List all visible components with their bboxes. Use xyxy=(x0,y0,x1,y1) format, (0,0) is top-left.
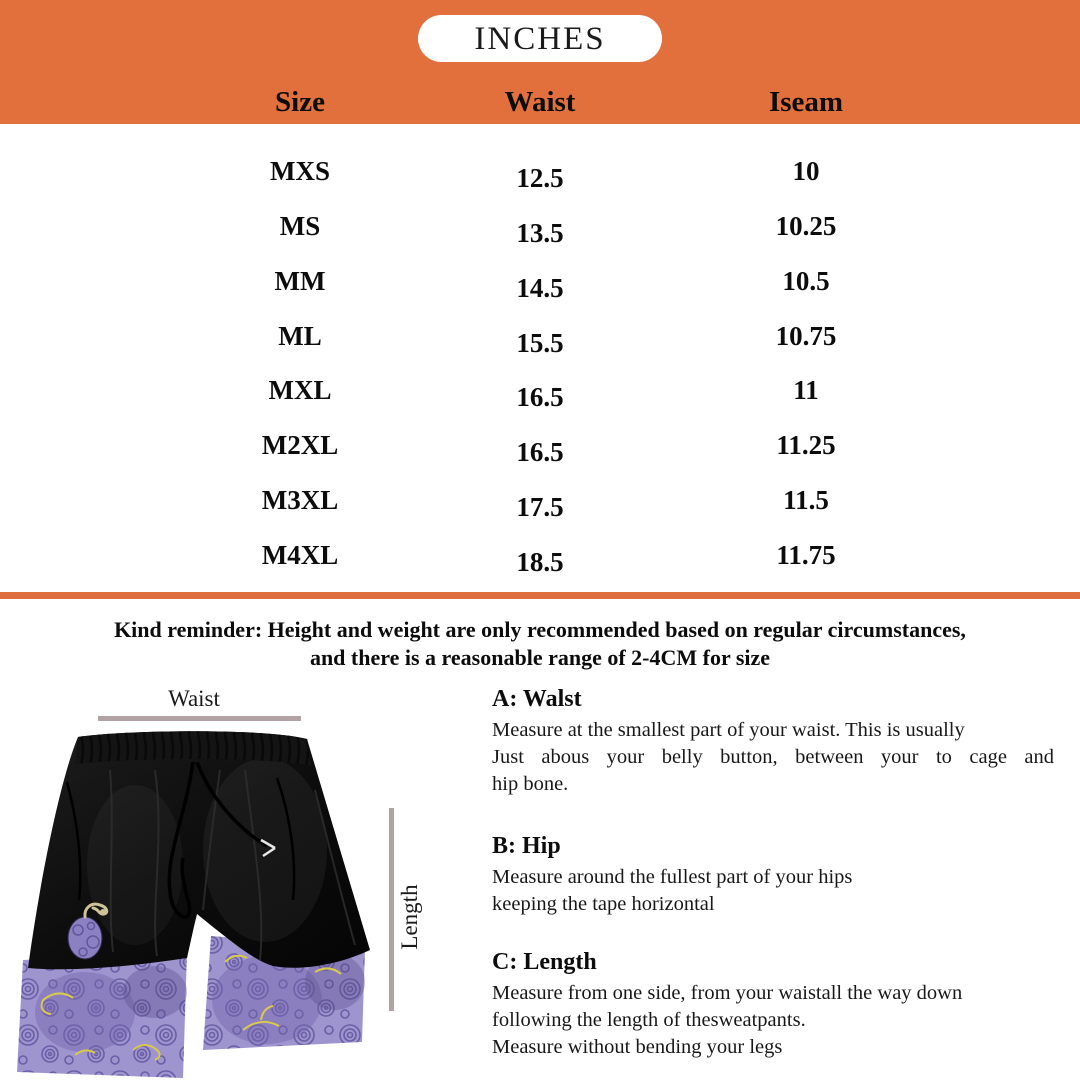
shorts-product-image xyxy=(15,700,380,1080)
table-cell-inseam: 10.5 xyxy=(782,266,830,296)
guide-text-line: keeping the tape horizontal xyxy=(492,893,715,915)
table-cell-waist: 16.5 xyxy=(516,437,564,467)
table-row xyxy=(0,321,1080,358)
column-header-waist: Waist xyxy=(504,86,576,118)
table-cell-size: MS xyxy=(279,211,321,241)
left-liner-panel xyxy=(17,952,187,1078)
table-cell-waist: 16.5 xyxy=(516,382,564,412)
column-header-size: Size xyxy=(275,86,325,118)
table-cell-waist: 15.5 xyxy=(516,328,564,358)
waist-measure-label: Waist xyxy=(168,686,220,711)
table-cell-waist: 13.5 xyxy=(516,218,564,248)
guide-text-line: Measure at the smallest part of your waist. This is usually xyxy=(492,719,965,741)
table-cell-inseam: 10.75 xyxy=(775,321,837,351)
table-row xyxy=(0,375,1080,412)
table-cell-size: ML xyxy=(278,321,322,351)
kind-reminder xyxy=(0,616,1080,672)
table-cell-size: M3XL xyxy=(261,485,339,515)
guide-text-line: Measure from one side, from your waistall the way down xyxy=(492,982,963,1004)
guide-text-line: Just abous your belly button, between your to cage and xyxy=(492,746,1054,768)
table-cell-inseam: 11.75 xyxy=(776,540,836,570)
table-row xyxy=(0,430,1080,467)
table-cell-waist: 18.5 xyxy=(516,547,564,577)
table-cell-size: M4XL xyxy=(261,540,339,570)
table-row xyxy=(0,540,1080,577)
kind-reminder-line2: and there is a reasonable range of 2-4CM for size xyxy=(309,645,771,670)
table-row xyxy=(0,156,1080,193)
table-row xyxy=(0,211,1080,248)
guide-heading-waist: A: Walst xyxy=(492,686,582,712)
table-cell-size: M2XL xyxy=(261,430,339,460)
column-header-inseam: Iseam xyxy=(768,86,844,118)
guide-heading-length: C: Length xyxy=(492,949,597,975)
table-row xyxy=(0,485,1080,522)
shorts-body xyxy=(28,731,370,969)
guide-section-waist xyxy=(492,684,1054,798)
guide-text-line: following the length of thesweatpants. xyxy=(492,1009,806,1031)
length-measure-label: Length xyxy=(397,884,422,950)
table-cell-inseam: 11.25 xyxy=(776,430,836,460)
table-cell-inseam: 10 xyxy=(792,156,820,186)
table-row xyxy=(0,266,1080,303)
guide-section-hip xyxy=(492,831,1054,918)
guide-section-length xyxy=(492,947,1054,1061)
table-cell-inseam: 11 xyxy=(793,375,819,405)
guide-heading-hip: B: Hip xyxy=(492,833,561,859)
table-cell-size: MXL xyxy=(268,375,332,405)
guide-text-line: Measure without bending your legs xyxy=(492,1036,783,1058)
units-badge: INCHES xyxy=(418,15,662,62)
table-cell-waist: 12.5 xyxy=(516,163,564,193)
table-cell-inseam: 10.25 xyxy=(775,211,837,241)
section-divider xyxy=(0,592,1080,599)
table-cell-waist: 17.5 xyxy=(516,492,564,522)
measuring-guide xyxy=(492,684,1054,1080)
table-cell-waist: 14.5 xyxy=(516,273,564,303)
table-cell-inseam: 11.5 xyxy=(783,485,829,515)
table-cell-size: MM xyxy=(274,266,326,296)
guide-text-line: hip bone. xyxy=(492,773,569,795)
kind-reminder-line1: Kind reminder: Height and weight are only recommended based on regular circumstances, xyxy=(114,617,966,642)
length-measure-line xyxy=(389,808,394,1011)
table-cell-size: MXS xyxy=(270,156,330,186)
guide-text-line: Measure around the fullest part of your hips xyxy=(492,866,853,888)
